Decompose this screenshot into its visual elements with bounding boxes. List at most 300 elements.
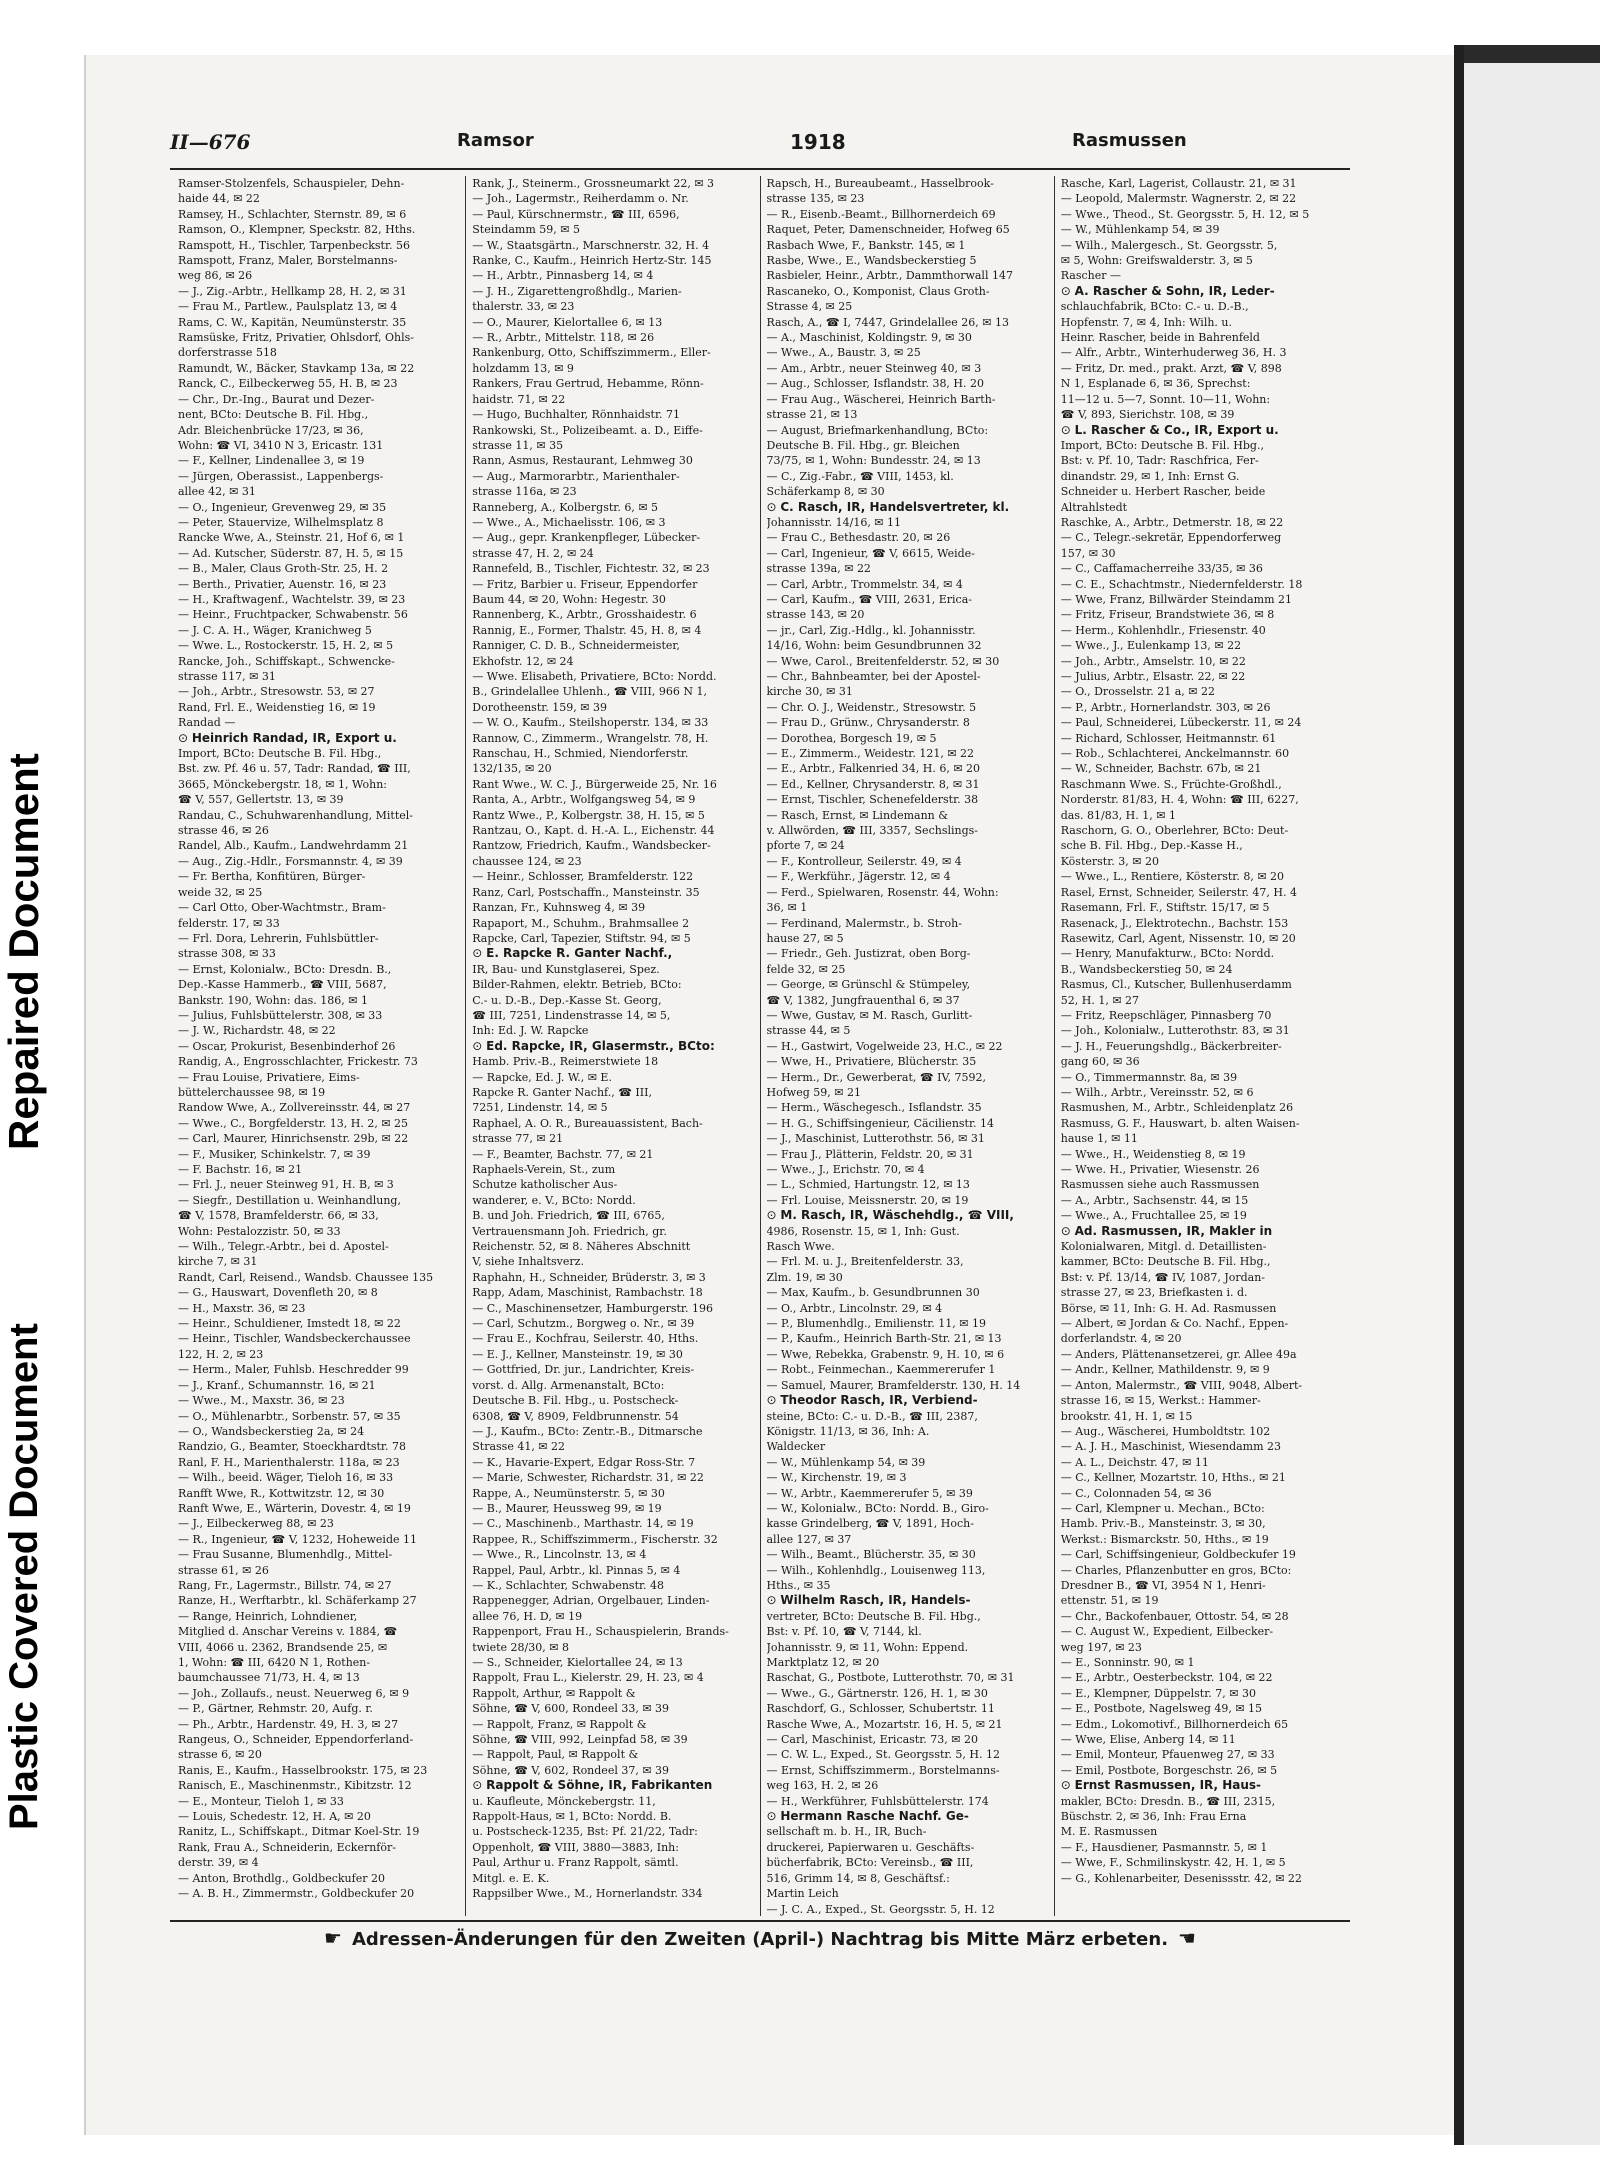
directory-entry: — W., Kolonialw., BCto: Nordd. B., Giro-	[766, 1501, 989, 1515]
directory-entry: — C., Colonnaden 54, ✉ 36	[1060, 1486, 1212, 1500]
directory-entry: Ekhofstr. 12, ✉ 24	[472, 654, 574, 668]
directory-entry: brookstr. 41, H. 1, ✉ 15	[1060, 1409, 1193, 1423]
directory-entry: Ranfft Wwe, R., Kottwitzstr. 12, ✉ 30	[178, 1486, 385, 1500]
directory-entry: — Frau E., Kochfrau, Seilerstr. 40, Hths.	[472, 1332, 699, 1346]
directory-entry: — O., Maurer, Kielortallee 6, ✉ 13	[472, 315, 663, 329]
directory-entry: sche B. Fil. Hbg., Dep.-Kasse H.,	[1060, 839, 1243, 853]
directory-entry: Wohn: ☎ VI, 3410 N 3, Ericastr. 131	[178, 438, 384, 452]
directory-entry: strasse 143, ✉ 20	[766, 608, 865, 622]
directory-entry: — K., Havarie-Expert, Edgar Ross-Str. 7	[472, 1455, 696, 1469]
directory-entry: Rapcke, Carl, Tapezier, Stiftstr. 94, ✉ 5	[472, 931, 691, 945]
directory-entry: Hofweg 59, ✉ 21	[766, 1085, 861, 1099]
directory-entry: — H. G., Schiffsingenieur, Cäcilienstr. 14	[766, 1116, 995, 1130]
directory-entry: — Wwe., Theod., St. Georgsstr. 5, H. 12, ✉ 5	[1060, 207, 1310, 221]
directory-entry: — August, Briefmarkenhandlung, BCto:	[766, 423, 989, 437]
directory-entry: strasse 21, ✉ 13	[766, 408, 858, 422]
directory-entry: — Julius, Arbtr., Elsastr. 22, ✉ 22	[1060, 670, 1246, 683]
directory-entry: — Wwe., A., Fruchtallee 25, ✉ 19	[1060, 1209, 1247, 1223]
directory-entry: Bst: v. Pf. 13/14, ☎ IV, 1087, Jordan-	[1060, 1270, 1266, 1284]
firm-entry: ⊙ Heinrich Randad, IR, Export u.	[178, 731, 459, 746]
directory-entry: Rascaneko, O., Komponist, Claus Groth-	[766, 284, 990, 298]
directory-entry: — J., Maschinist, Lutterothstr. 56, ✉ 31	[766, 1132, 985, 1146]
directory-entry: Rasel, Ernst, Schneider, Seilerstr. 47, H. 4	[1060, 885, 1297, 899]
directory-entry: Ranft Wwe, E., Wärterin, Dovestr. 4, ✉ 19	[178, 1501, 411, 1515]
directory-entry: das. 81/83, H. 1, ✉ 1	[1060, 808, 1176, 822]
directory-entry: — J. H., Zigarettengroßhdlg., Marien-	[472, 284, 682, 298]
directory-entry: — O., Drosselstr. 21 a, ✉ 22	[1060, 685, 1215, 699]
directory-entry: Rams, C. W., Kapitän, Neumünsterstr. 35	[178, 315, 407, 329]
directory-entry: — Wwe. L., Rostockerstr. 15, H. 2, ✉ 5	[178, 639, 394, 653]
directory-entry: — Aug., Marmorarbtr., Marienthaler-	[472, 469, 680, 483]
directory-entry: Wohn: Pestalozzistr. 50, ✉ 33	[178, 1224, 341, 1238]
directory-entry: — Wilh., Telegr.-Arbtr., bei d. Apostel-	[178, 1240, 389, 1254]
directory-entry: Ramspott, Franz, Maler, Borstelmanns-	[178, 254, 398, 268]
directory-entry: — E., Arbtr., Oesterbeckstr. 104, ✉ 22	[1060, 1671, 1273, 1685]
directory-entry: Rascher —	[1060, 269, 1121, 283]
directory-entry: Rankowski, St., Polizeibeamt. a. D., Eiffe-	[472, 423, 703, 437]
directory-entry: Rantzau, O., Kapt. d. H.-A. L., Eichenstr. 44	[472, 824, 715, 838]
directory-entry: Deutsche B. Fil. Hbg., gr. Bleichen	[766, 438, 960, 452]
directory-entry: — Louis, Schedestr. 12, H. A, ✉ 20	[178, 1810, 371, 1824]
directory-entry: — P., Gärtner, Rehmstr. 20, Aufg. r.	[178, 1702, 373, 1716]
directory-entry: — Carl, Kaufm., ☎ VIII, 2631, Erica-	[766, 592, 972, 606]
directory-entry: — Friedr., Geh. Justizrat, oben Borg-	[766, 947, 971, 961]
directory-entry: — Fritz, Dr. med., prakt. Arzt, ☎ V, 898	[1060, 361, 1282, 375]
directory-entry: wanderer, e. V., BCto: Nordd.	[472, 1193, 636, 1207]
directory-entry: Rappolt, Arthur, ✉ Rappolt &	[472, 1686, 636, 1700]
directory-entry: — Wwe., A., Baustr. 3, ✉ 25	[766, 346, 921, 360]
directory-entry: Strasse 41, ✉ 22	[472, 1440, 566, 1454]
directory-entry: strasse 27, ✉ 23, Briefkasten i. d.	[1060, 1286, 1248, 1300]
directory-entry: Randau, C., Schuhwarenhandlung, Mittel-	[178, 808, 414, 822]
directory-entry: — Leopold, Malermstr. Wagnerstr. 2, ✉ 22	[1060, 192, 1297, 206]
directory-entry: — E., Monteur, Tieloh 1, ✉ 33	[178, 1794, 344, 1808]
directory-entry: u. Kaufleute, Mönckebergstr. 11,	[472, 1794, 656, 1808]
directory-entry: — Wwe., G., Gärtnerstr. 126, H. 1, ✉ 30	[766, 1686, 988, 1700]
directory-entry: Bst. zw. Pf. 46 u. 57, Tadr: Randad, ☎ III,	[178, 762, 411, 776]
directory-entry: — Range, Heinrich, Lohndiener,	[178, 1609, 358, 1623]
directory-entry: — F., Beamter, Bachstr. 77, ✉ 21	[472, 1147, 654, 1161]
directory-entry: Ranke, C., Kaufm., Heinrich Hertz-Str. 145	[472, 254, 712, 268]
directory-entry: — Wwe, Gustav, ✉ M. Rasch, Gurlitt-	[766, 1008, 973, 1022]
directory-entry: — Heinr., Schuldiener, Imstedt 18, ✉ 22	[178, 1317, 401, 1331]
directory-entry: Hopfenstr. 7, ✉ 4, Inh: Wilh. u.	[1060, 315, 1233, 329]
directory-entry: 52, H. 1, ✉ 27	[1060, 993, 1140, 1007]
directory-entry: Ranschau, H., Schmied, Niendorferstr.	[472, 747, 689, 761]
directory-entry: N 1, Esplanade 6, ✉ 36, Sprechst:	[1060, 377, 1251, 391]
directory-entry: Rang, Fr., Lagermstr., Billstr. 74, ✉ 27	[178, 1578, 392, 1592]
directory-entry: Import, BCto: Deutsche B. Fil. Hbg.,	[1060, 438, 1264, 452]
directory-entry: Kösterstr. 3, ✉ 20	[1060, 854, 1159, 868]
directory-entry: strasse 6, ✉ 20	[178, 1748, 262, 1762]
directory-entry: — O., Mühlenarbtr., Sorbenstr. 57, ✉ 35	[178, 1409, 401, 1423]
directory-entry: — Emil, Postbote, Borgeschstr. 26, ✉ 5	[1060, 1763, 1278, 1777]
directory-entry: — Henry, Manufakturw., BCto: Nordd.	[1060, 947, 1275, 961]
repaired-document-label: Repaired Document	[0, 753, 47, 1150]
directory-entry: — Siegfr., Destillation u. Weinhandlung,	[178, 1193, 401, 1207]
directory-entry: — O., Arbtr., Lincolnstr. 29, ✉ 4	[766, 1301, 943, 1315]
directory-entry: Rasemann, Frl. F., Stiftstr. 15/17, ✉ 5	[1060, 901, 1270, 915]
directory-entry: Ramsüske, Fritz, Privatier, Ohlsdorf, Ohls-	[178, 331, 414, 345]
directory-entry: — H., Werkführer, Fuhlsbüttelerstr. 174	[766, 1794, 989, 1808]
directory-entry: 132/135, ✉ 20	[472, 762, 552, 776]
directory-entry: Randel, Alb., Kaufm., Landwehrdamm 21	[178, 839, 409, 853]
adjacent-page-edge	[1454, 45, 1600, 2145]
directory-entry: — Wilh., Arbtr., Vereinsstr. 52, ✉ 6	[1060, 1085, 1254, 1099]
directory-entry: — Chr., Bahnbeamter, bei der Apostel-	[766, 670, 981, 683]
directory-entry: Königstr. 11/13, ✉ 36, Inh: A.	[766, 1424, 930, 1438]
footer-text: Adressen-Änderungen für den Zweiten (April-) Nachtrag bis Mitte März erbeten.	[351, 1929, 1169, 1950]
directory-entry: — Carl, Ingenieur, ☎ V, 6615, Weide-	[766, 546, 975, 560]
directory-entry: — Alfr., Arbtr., Winterhuderweg 36, H. 3	[1060, 346, 1287, 360]
directory-entry: — W., Mühlenkamp 54, ✉ 39	[766, 1455, 926, 1469]
directory-entry: — Chr., Backofenbauer, Ottostr. 54, ✉ 28	[1060, 1609, 1289, 1623]
directory-entry: Schäferkamp 8, ✉ 30	[766, 485, 885, 499]
directory-entry: kirche 30, ✉ 31	[766, 685, 853, 699]
directory-entry: — Frau M., Partlew., Paulsplatz 13, ✉ 4	[178, 300, 398, 314]
directory-entry: Bst: v. Pf. 10, ☎ V, 7144, kl.	[766, 1625, 922, 1639]
directory-entry: — Rapcke, Ed. J. W., ✉ E.	[472, 1070, 612, 1084]
directory-entry: — C., Kellner, Mozartstr. 10, Hths., ✉ 21	[1060, 1471, 1286, 1485]
directory-entry: Marktplatz 12, ✉ 20	[766, 1656, 880, 1669]
directory-entry: Dep.-Kasse Hammerb., ☎ VIII, 5687,	[178, 978, 387, 992]
directory-entry: Ramsey, H., Schlachter, Sternstr. 89, ✉ 6	[178, 207, 407, 221]
directory-entry: Rannow, C., Zimmerm., Wrangelstr. 78, H.	[472, 731, 709, 745]
directory-entry: Strasse 4, ✉ 25	[766, 300, 853, 314]
directory-entry: — Joh., Kolonialw., Lutterothstr. 83, ✉ 31	[1060, 1024, 1290, 1038]
directory-entry: steine, BCto: C.- u. D.-B., ☎ III, 2387,	[766, 1409, 978, 1423]
directory-entry: Rank, J., Steinerm., Grossneumarkt 22, ✉ 3	[472, 177, 715, 190]
directory-entry: — E., Sonninstr. 90, ✉ 1	[1060, 1656, 1195, 1669]
directory-entry: — Edm., Lokomotivf., Billhornerdeich 65	[1060, 1717, 1289, 1731]
directory-entry: bücherfabrik, BCto: Vereinsb., ☎ III,	[766, 1856, 974, 1870]
directory-entry: ☎ V, 557, Gellertstr. 13, ✉ 39	[178, 793, 344, 807]
directory-entry: — H., Maxstr. 36, ✉ 23	[178, 1301, 306, 1315]
directory-entry: — Rappolt, Paul, ✉ Rappolt &	[472, 1748, 639, 1762]
directory-entry: Ramspott, H., Tischler, Tarpenbeckstr. 56	[178, 238, 410, 252]
directory-entry: u. Postscheck-1235, Bst: Pf. 21/22, Tadr:	[472, 1825, 698, 1839]
directory-entry: — Joh., Arbtr., Amselstr. 10, ✉ 22	[1060, 654, 1246, 668]
directory-entry: — Wwe., J., Eulenkamp 13, ✉ 22	[1060, 639, 1242, 653]
directory-entry: strasse 117, ✉ 31	[178, 670, 276, 683]
directory-entry: 157, ✉ 30	[1060, 546, 1116, 560]
directory-entry: Büschstr. 2, ✉ 36, Inh: Frau Erna	[1060, 1810, 1247, 1824]
directory-entry: weg 163, H. 2, ✉ 26	[766, 1779, 879, 1793]
directory-entry: — Wilh., Malergesch., St. Georgsstr. 5,	[1060, 238, 1278, 252]
directory-entry: Rapaport, M., Schuhm., Brahmsallee 2	[472, 916, 690, 930]
directory-entry: — Wwe., L., Rentiere, Kösterstr. 8, ✉ 20	[1060, 870, 1285, 884]
directory-entry: Rankers, Frau Gertrud, Hebamme, Rönn-	[472, 377, 704, 391]
directory-entry: — P., Blumenhdlg., Emilienstr. 11, ✉ 19	[766, 1317, 986, 1331]
directory-entry: 4986, Rosenstr. 15, ✉ 1, Inh: Gust.	[766, 1224, 960, 1238]
pointing-hand-icon: ☛	[324, 1926, 342, 1950]
directory-entry: Hths., ✉ 35	[766, 1578, 831, 1592]
directory-entry: — W., Kirchenstr. 19, ✉ 3	[766, 1471, 907, 1485]
header-rule	[170, 168, 1350, 170]
directory-entry: — Wwe., A., Michaelisstr. 106, ✉ 3	[472, 515, 666, 529]
directory-entry: — C., Caffamacherreihe 33/35, ✉ 36	[1060, 562, 1263, 576]
directory-entry: — A., Maschinist, Koldingstr. 9, ✉ 30	[766, 331, 972, 345]
directory-entry: Norderstr. 81/83, H. 4, Wohn: ☎ III, 6227,	[1060, 793, 1299, 807]
directory-entry: — Wilh., beeid. Wäger, Tieloh 16, ✉ 33	[178, 1471, 394, 1485]
page-header	[170, 130, 1350, 160]
margin-strip	[0, 0, 70, 2177]
firm-entry: ⊙ Ad. Rasmussen, IR, Makler in	[1061, 1224, 1342, 1239]
directory-entry: — Carl, Schiffsingenieur, Goldbeckufer 19	[1060, 1548, 1296, 1562]
directory-entry: — A., Arbtr., Sachsenstr. 44, ✉ 15	[1060, 1193, 1249, 1207]
column-4	[1055, 176, 1348, 1916]
directory-entry: — J. H., Feuerungshdlg., Bäckerbreiter-	[1060, 1039, 1282, 1053]
directory-entry: — Carl, Maurer, Hinrichsenstr. 29b, ✉ 22	[178, 1132, 409, 1146]
directory-entry: — P., Kaufm., Heinrich Barth-Str. 21, ✉ 13	[766, 1332, 1002, 1346]
directory-entry: Rantz Wwe., P., Kolbergstr. 38, H. 15, ✉ 5	[472, 808, 705, 822]
directory-entry: Rasbach Wwe, F., Bankstr. 145, ✉ 1	[766, 238, 966, 252]
directory-entry: hause 27, ✉ 5	[766, 931, 844, 945]
directory-entry: — Carl, Maschinist, Ericastr. 73, ✉ 20	[766, 1733, 978, 1747]
directory-entry: — Herm., Dr., Gewerberat, ☎ IV, 7592,	[766, 1070, 986, 1084]
directory-entry: — Heinr., Fruchtpacker, Schwabenstr. 56	[178, 608, 408, 622]
directory-entry: dinandstr. 29, ✉ 1, Inh: Ernst G.	[1060, 469, 1240, 483]
directory-entry: — R., Eisenb.-Beamt., Billhornerdeich 69	[766, 207, 996, 221]
directory-entry: gang 60, ✉ 36	[1060, 1055, 1140, 1069]
directory-entry: — Herm., Maler, Fuhlsb. Heschredder 99	[178, 1363, 409, 1377]
directory-entry: Oppenholt, ☎ VIII, 3880—3883, Inh:	[472, 1840, 679, 1854]
directory-entry: Ranta, A., Arbtr., Wolfgangsweg 54, ✉ 9	[472, 793, 696, 807]
directory-entry: — Carl, Arbtr., Trommelstr. 34, ✉ 4	[766, 577, 963, 591]
directory-entry: — G., Hauswart, Dovenfleth 20, ✉ 8	[178, 1286, 378, 1300]
directory-entry: — Rob., Schlachterei, Anckelmannstr. 60	[1060, 747, 1290, 761]
directory-entry: — R., Ingenieur, ☎ V, 1232, Hoheweide 11	[178, 1532, 417, 1546]
directory-entry: — Frau Susanne, Blumenhdlg., Mittel-	[178, 1548, 393, 1562]
directory-entry: — Gottfried, Dr. jur., Landrichter, Kreis-	[472, 1363, 695, 1377]
directory-entry: Rant Wwe., W. C. J., Bürgerweide 25, Nr. 16	[472, 777, 717, 791]
directory-entry: Mitgl. e. E. K.	[472, 1871, 550, 1885]
directory-entry: allee 76, H. D, ✉ 19	[472, 1609, 583, 1623]
directory-entry: felde 32, ✉ 25	[766, 962, 846, 976]
directory-entry: Ranisch, E., Maschinenmstr., Kibitzstr. 12	[178, 1779, 412, 1793]
plastic-covered-label: Plastic Covered Document	[2, 1323, 46, 1830]
directory-entry: dorferstrasse 518	[178, 346, 277, 360]
directory-entry: kirche 7, ✉ 31	[178, 1255, 258, 1269]
directory-entry: Randzio, G., Beamter, Stoeckhardtstr. 78	[178, 1440, 406, 1454]
directory-entry: Randig, A., Engrosschlachter, Frickestr. 73	[178, 1055, 418, 1069]
directory-entry: — F., Kellner, Lindenallee 3, ✉ 19	[178, 454, 365, 468]
directory-entry: — Wwe. H., Privatier, Wiesenstr. 26	[1060, 1163, 1260, 1176]
directory-entry: haide 44, ✉ 22	[178, 192, 260, 206]
directory-entry: — Carl, Schutzm., Borgweg o. Nr., ✉ 39	[472, 1317, 695, 1331]
firm-entry: ⊙ Wilhelm Rasch, IR, Handels-	[767, 1593, 1048, 1608]
directory-entry: — Heinr., Schlosser, Bramfelderstr. 122	[472, 870, 694, 884]
directory-entry: — Paul, Kürschnermstr., ☎ III, 6596,	[472, 207, 680, 221]
directory-entry: — Anders, Plättenansetzerei, gr. Allee 49a	[1060, 1347, 1297, 1361]
directory-entry: — Wwe., H., Weidenstieg 8, ✉ 19	[1060, 1147, 1246, 1161]
directory-entry: strasse 77, ✉ 21	[472, 1132, 564, 1146]
directory-entry: — Carl Otto, Ober-Wachtmstr., Bram-	[178, 901, 386, 915]
directory-entry: 516, Grimm 14, ✉ 8, Geschäftsf.:	[766, 1871, 950, 1885]
directory-entry: — E., Klempner, Düppelstr. 7, ✉ 30	[1060, 1686, 1256, 1700]
directory-entry: Ranis, E., Kaufm., Hasselbrookstr. 175, ✉ 23	[178, 1763, 428, 1777]
directory-entry: — Paul, Schneiderei, Lübeckerstr. 11, ✉ 24	[1060, 716, 1302, 730]
directory-entry: büttelerchaussee 98, ✉ 19	[178, 1085, 326, 1099]
firm-entry: ⊙ C. Rasch, IR, Handelsvertreter, kl.	[767, 500, 1048, 515]
directory-entry: Kolonialwaren, Mitgl. d. Detaillisten-	[1060, 1240, 1267, 1254]
header-year: 1918	[790, 130, 846, 154]
directory-entry: — E., Postbote, Nagelsweg 49, ✉ 15	[1060, 1702, 1263, 1716]
directory-entry: Rappe, A., Neumünsterstr. 5, ✉ 30	[472, 1486, 665, 1500]
directory-entry: Import, BCto: Deutsche B. Fil. Hbg.,	[178, 747, 382, 761]
directory-entry: — Peter, Stauervize, Wilhelmsplatz 8	[178, 515, 384, 529]
directory-entry: Rand, Frl. E., Weidenstieg 16, ✉ 19	[178, 700, 376, 714]
directory-entry: C.- u. D.-B., Dep.-Kasse St. Georg,	[472, 993, 662, 1007]
directory-entry: — Julius, Fuhlsbüttelerstr. 308, ✉ 33	[178, 1008, 383, 1022]
directory-entry: — Robt., Feinmechan., Kaemmererufer 1	[766, 1363, 996, 1377]
directory-entry: Rannefeld, B., Tischler, Fichtestr. 32, ✉ 23	[472, 562, 710, 576]
directory-entry: Ranneberg, A., Kolbergstr. 6, ✉ 5	[472, 500, 659, 514]
directory-entry: — A. B. H., Zimmermstr., Goldbeckufer 20	[178, 1887, 415, 1901]
directory-entry: Dorotheenstr. 159, ✉ 39	[472, 700, 607, 714]
directory-entry: — Wwe, H., Privatiere, Blücherstr. 35	[766, 1055, 977, 1069]
directory-entry: — Dorothea, Borgesch 19, ✉ 5	[766, 731, 937, 745]
directory-entry: — C. August W., Expedient, Eilbecker-	[1060, 1625, 1274, 1639]
footer-notice	[170, 1926, 1350, 1956]
column-2	[466, 176, 760, 1916]
directory-entry: — F., Kontrolleur, Seilerstr. 49, ✉ 4	[766, 854, 962, 868]
directory-entry: Hamb. Priv.-B., Mansteinstr. 3, ✉ 30,	[1060, 1517, 1266, 1531]
directory-entry: — Charles, Pflanzenbutter en gros, BCto:	[1060, 1563, 1292, 1577]
directory-entry: Rasmus, Cl., Kutscher, Bullenhuserdamm	[1060, 978, 1292, 992]
directory-entry: — Wwe, F., Schmilinskystr. 42, H. 1, ✉ 5	[1060, 1856, 1286, 1870]
directory-entry: Raschat, G., Postbote, Lutterothstr. 70, ✉ 31	[766, 1671, 1015, 1685]
directory-entry: — Ernst, Kolonialw., BCto: Dresdn. B.,	[178, 962, 392, 976]
directory-entry: B. und Joh. Friedrich, ☎ III, 6765,	[472, 1209, 665, 1223]
directory-entry: — Frau Aug., Wäscherei, Heinrich Barth-	[766, 392, 996, 406]
directory-entry: — Frau Louise, Privatiere, Eims-	[178, 1070, 360, 1084]
directory-entry: — J., Zig.-Arbtr., Hellkamp 28, H. 2, ✉ 31	[178, 284, 407, 298]
directory-entry: — Joh., Zollaufs., neust. Neuerweg 6, ✉ 9	[178, 1686, 410, 1700]
directory-entry: Rasmuss, G. F., Hauswart, b. alten Waisen-	[1060, 1116, 1300, 1130]
directory-entry: vorst. d. Allg. Armenanstalt, BCto:	[472, 1378, 665, 1392]
directory-entry: — H., Arbtr., Pinnasberg 14, ✉ 4	[472, 269, 654, 283]
header-first-word: Ramsor	[457, 130, 534, 151]
directory-entry: Rasewitz, Carl, Agent, Nissenstr. 10, ✉ 20	[1060, 931, 1296, 945]
firm-entry: ⊙ Rappolt & Söhne, IR, Fabrikanten	[472, 1778, 753, 1793]
directory-entry: Ranniger, C. D. B., Schneidermeister,	[472, 639, 680, 653]
directory-entry: Rasmushen, M., Arbtr., Schleidenplatz 26	[1060, 1101, 1294, 1115]
directory-entry: — J. C. A., Exped., St. Georgsstr. 5, H. 12	[766, 1902, 995, 1916]
directory-entry: — Frl. Dora, Lehrerin, Fuhlsbüttler-	[178, 931, 379, 945]
directory-entry: Söhne, ☎ V, 600, Rondeel 33, ✉ 39	[472, 1702, 670, 1716]
directory-entry: — Andr., Kellner, Mathildenstr. 9, ✉ 9	[1060, 1363, 1270, 1377]
directory-entry: Rantzow, Friedrich, Kaufm., Wandsbecker-	[472, 839, 711, 853]
directory-entry: — L., Schmied, Hartungstr. 12, ✉ 13	[766, 1178, 970, 1192]
directory-entry: strasse 16, ✉ 15, Werkst.: Hammer-	[1060, 1394, 1261, 1408]
directory-entry: — Oscar, Prokurist, Besenbinderhof 26	[178, 1039, 396, 1053]
directory-entry: pforte 7, ✉ 24	[766, 839, 845, 853]
directory-entry: — Marie, Schwester, Richardstr. 31, ✉ 22	[472, 1471, 704, 1485]
directory-entry: Schutze katholischer Aus-	[472, 1178, 618, 1192]
directory-entry: thalerstr. 33, ✉ 23	[472, 300, 575, 314]
directory-entry: V, siehe Inhaltsverz.	[472, 1255, 584, 1269]
directory-entry: — Wilh., Beamt., Blücherstr. 35, ✉ 30	[766, 1548, 976, 1562]
directory-entry: Rank, Frau A., Schneiderin, Eckernför-	[178, 1840, 396, 1854]
directory-entry: kammer, BCto: Deutsche B. Fil. Hbg.,	[1060, 1255, 1271, 1269]
directory-entry: haidstr. 71, ✉ 22	[472, 392, 566, 406]
directory-entry: Rappolt, Frau L., Kielerstr. 29, H. 23, ✉ 4	[472, 1671, 704, 1685]
directory-entry: — W. O., Kaufm., Steilshoperstr. 134, ✉ 33	[472, 716, 709, 730]
directory-entry: allee 42, ✉ 31	[178, 485, 256, 499]
directory-entry: — Emil, Monteur, Pfauenweg 27, ✉ 33	[1060, 1748, 1275, 1762]
directory-entry: 3665, Mönckebergstr. 18, ✉ 1, Wohn:	[178, 777, 388, 791]
directory-entry: Börse, ✉ 11, Inh: G. H. Ad. Rasmussen	[1060, 1301, 1277, 1315]
directory-entry: strasse 61, ✉ 26	[178, 1563, 269, 1577]
directory-entry: Raphahn, H., Schneider, Brüderstr. 3, ✉ 3	[472, 1270, 706, 1284]
directory-entry: Ranitz, L., Schiffskapt., Ditmar Koel-Str. 19	[178, 1825, 420, 1839]
directory-entry: — Aug., Schlosser, Isflandstr. 38, H. 20	[766, 377, 985, 391]
directory-entry: — J., Kaufm., BCto: Zentr.-B., Ditmarsche	[472, 1424, 703, 1438]
directory-entry: strasse 44, ✉ 5	[766, 1024, 851, 1038]
firm-entry: ⊙ L. Rascher & Co., IR, Export u.	[1061, 423, 1342, 438]
directory-entry: 73/75, ✉ 1, Wohn: Bundesstr. 24, ✉ 13	[766, 454, 981, 468]
directory-entry: — Ernst, Tischler, Schenefelderstr. 38	[766, 793, 979, 807]
directory-entry: Bst: v. Pf. 10, Tadr: Raschfrica, Fer-	[1060, 454, 1259, 468]
directory-entry: — J., Kranf., Schumannstr. 16, ✉ 21	[178, 1378, 376, 1392]
directory-entry: — W., Mühlenkamp 54, ✉ 39	[1060, 223, 1220, 237]
directory-entry: Randow Wwe, A., Zollvereinsstr. 44, ✉ 27	[178, 1101, 411, 1115]
directory-entry: Martin Leich	[766, 1887, 839, 1901]
directory-entry: — Aug., Zig.-Hdlr., Forsmannstr. 4, ✉ 39	[178, 854, 403, 868]
directory-entry: Rappenegger, Adrian, Orgelbauer, Linden-	[472, 1594, 710, 1608]
directory-entry: weg 197, ✉ 23	[1060, 1640, 1142, 1654]
firm-entry: ⊙ Ed. Rapcke, IR, Glasermstr., BCto:	[472, 1039, 753, 1054]
directory-entry: strasse 135, ✉ 23	[766, 192, 865, 206]
column-3	[761, 176, 1055, 1916]
directory-entry: Söhne, ☎ VIII, 992, Leinpfad 58, ✉ 39	[472, 1733, 688, 1747]
directory-entry: — A. L., Deichstr. 47, ✉ 11	[1060, 1455, 1209, 1469]
directory-entry: hause 1, ✉ 11	[1060, 1132, 1138, 1146]
directory-entry: — K., Schlachter, Schwabenstr. 48	[472, 1578, 665, 1592]
directory-entry: weg 86, ✉ 26	[178, 269, 253, 283]
directory-entry: — Carl, Klempner u. Mechan., BCto:	[1060, 1501, 1265, 1515]
directory-entry: — R., Arbtr., Mittelstr. 118, ✉ 26	[472, 331, 655, 345]
pointing-hand-icon-right: ☚	[1178, 1926, 1196, 1950]
directory-entry: — A. J. H., Maschinist, Wiesendamm 23	[1060, 1440, 1282, 1454]
directory-entry: Rapsch, H., Bureaubeamt., Hasselbrook-	[766, 177, 994, 190]
directory-entry: Johannisstr. 14/16, ✉ 11	[766, 515, 902, 529]
directory-entry: — C. W. L., Exped., St. Georgsstr. 5, H. 12	[766, 1748, 1000, 1762]
directory-entry: Rasch Wwe.	[766, 1240, 835, 1254]
directory-entry: 14/16, Wohn: beim Gesundbrunnen 32	[766, 639, 982, 653]
directory-entry: Mitglied d. Anschar Vereins v. 1884, ☎	[178, 1625, 398, 1639]
directory-entry: Raquet, Peter, Damenschneider, Hofweg 65	[766, 223, 1010, 237]
directory-entry: — Chr., Dr.-Ing., Baurat und Dezer-	[178, 392, 375, 406]
edge-shadow	[1454, 45, 1464, 2145]
directory-entry: Ramson, O., Klempner, Speckstr. 82, Hths.	[178, 223, 416, 237]
directory-entry: Rancke, Joh., Schiffskapt., Schwencke-	[178, 654, 395, 668]
directory-entry: — Frl. Louise, Meissnerstr. 20, ✉ 19	[766, 1193, 969, 1207]
directory-entry: 122, H. 2, ✉ 23	[178, 1347, 264, 1361]
directory-entry: ☎ III, 7251, Lindenstrasse 14, ✉ 5,	[472, 1008, 671, 1022]
directory-entry: strasse 46, ✉ 26	[178, 824, 269, 838]
directory-entry: — F. Bachstr. 16, ✉ 21	[178, 1163, 303, 1176]
directory-entry: — E., Zimmerm., Weidestr. 121, ✉ 22	[766, 747, 975, 761]
directory-entry: — Ferd., Spielwaren, Rosenstr. 44, Wohn:	[766, 885, 999, 899]
directory-entry: — Anton, Brothdlg., Goldbeckufer 20	[178, 1871, 385, 1885]
directory-entry: vertreter, BCto: Deutsche B. Fil. Hbg.,	[766, 1609, 981, 1623]
directory-entry: — Wwe., J., Erichstr. 70, ✉ 4	[766, 1163, 925, 1176]
firm-entry: ⊙ Ernst Rasmussen, IR, Haus-	[1061, 1778, 1342, 1793]
directory-entry: — F., Musiker, Schinkelstr. 7, ✉ 39	[178, 1147, 371, 1161]
directory-entry: — George, ✉ Grünschl & Stümpeley,	[766, 978, 971, 992]
